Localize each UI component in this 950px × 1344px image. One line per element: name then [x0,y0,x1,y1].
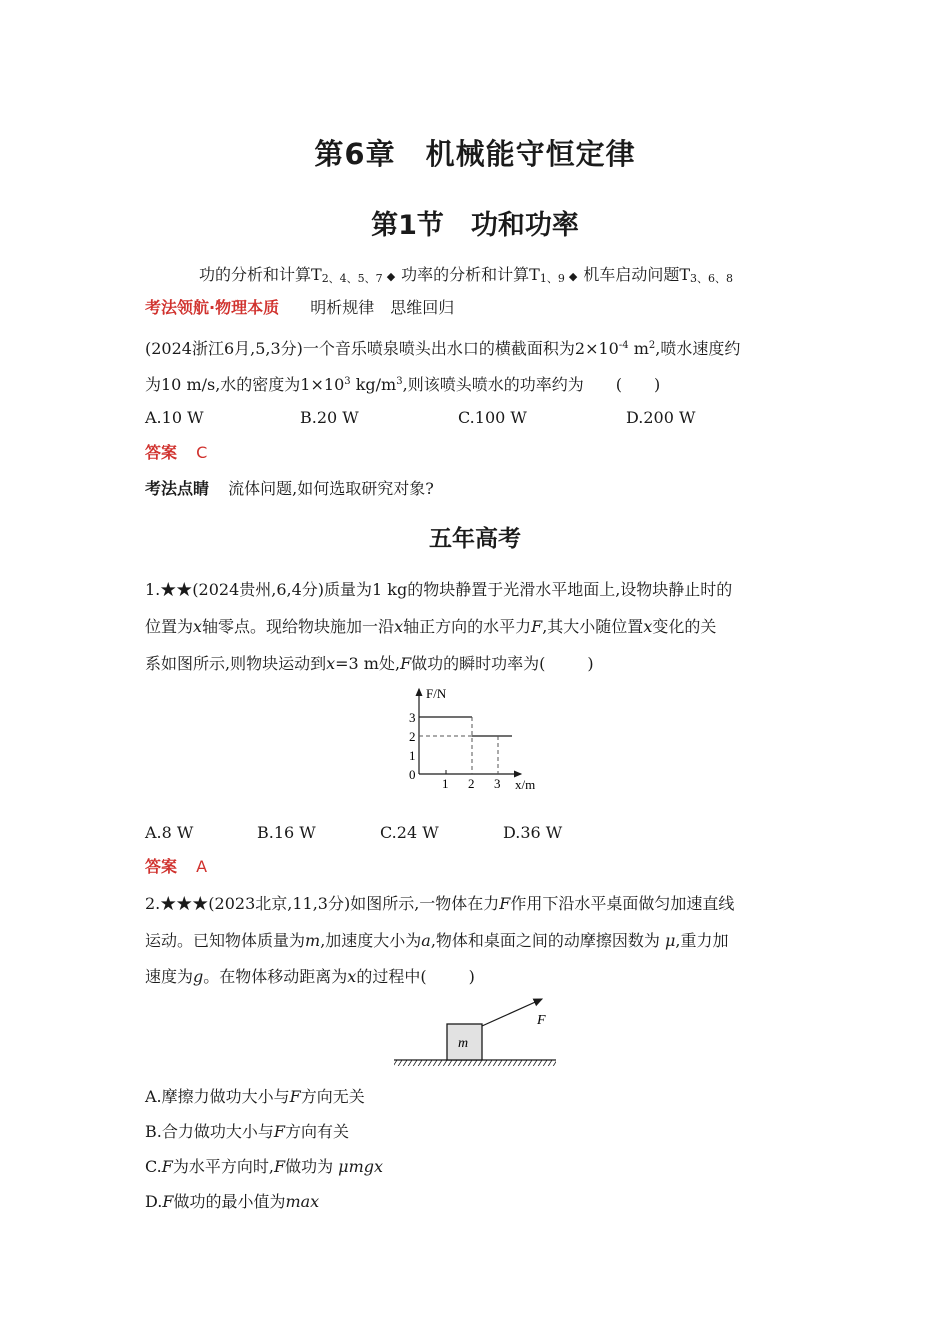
y-axis-label: F/N [426,686,447,701]
topic-label: 机车启动问题 [583,265,680,284]
section-title: 第1节 功和功率 [371,210,579,241]
q2-number: 2. [145,894,161,913]
answer-value: C [196,443,208,462]
topic-question-ids: 1、9 [539,272,565,285]
block-force-figure [392,996,558,1068]
answer-value: A [196,857,208,876]
q2-option-a: A.摩擦力做功大小与F方向无关 [145,1087,365,1106]
difficulty-stars: ★★ [160,580,193,599]
force-position-graph [398,684,548,796]
q2-line: 运动。已知物体质量为m,加速度大小为a,物体和桌面之间的动摩擦因数为 μ,重力加 [145,931,729,950]
guide-heading [145,298,454,318]
q1-number: 1. [145,580,161,599]
guide-label: 考法领航·物理本质 [145,298,280,317]
option-d: D.200 W [626,408,696,427]
y-tick-label: 3 [409,710,416,725]
q2-option-c: C.F为水平方向时,F做功为 μmgx [145,1157,384,1176]
topic-label: 功率的分析和计算 [401,265,530,284]
answer-label: 答案 [145,857,178,876]
origin-label: 0 [409,767,416,782]
topics-line: 功的分析和计算T2、4、5、7 ◆ 功率的分析和计算T1、9 ◆ 机车启动问题T3、6、8 [199,265,733,285]
option-c: C.100 W [458,408,527,427]
q2-option-d: D.F做功的最小值为max [145,1192,320,1211]
q2-line: 2.★★★(2023北京,11,3分)如图所示,一物体在力F作用下沿水平桌面做匀加速直线 [145,894,735,913]
x-tick-label: 1 [442,776,449,791]
q1-option-c: C.24 W [380,823,439,842]
guide-tip [145,479,434,499]
q1-option-b: B.16 W [257,823,316,842]
diamond-icon: ◆ [568,270,578,283]
answer-blank: ( ) [615,375,661,394]
option-b: B.20 W [300,408,359,427]
tip-text: 流体问题,如何选取研究对象? [228,479,434,498]
surface-hatching [394,1060,556,1066]
force-arrow [482,999,542,1026]
q1-option-a: A.8 W [145,823,194,842]
q1-line: 系如图所示,则物块运动到x=3 m处,F做功的瞬时功率为( ) [145,654,594,673]
guide-subtitle: 明析规律 思维回归 [310,298,455,317]
x-tick-label: 2 [468,776,475,791]
q1-option-d: D.36 W [503,823,563,842]
x-tick-label: 3 [494,776,501,791]
guide-question-line: 为10 m/s,水的密度为$1\times 10^3$ $kg/m^3$,则该喷头喷水的功率约为 ( ) [145,375,661,394]
topic-label: 功的分析和计算 [199,265,312,284]
q1-line: 1.★★(2024贵州,6,4分)质量为1 kg的物块静置于光滑水平地面上,设物块静止时的 [145,580,733,599]
difficulty-stars: ★★★ [160,894,209,913]
guide-question-line: (2024浙江6月,5,3分)一个音乐喷泉喷头出水口的横截面积为$2\times 10^{-4}$ $m^2$,喷水速度约 [145,339,741,358]
block-label: m [458,1036,469,1051]
q2-option-b: B.合力做功大小与F方向有关 [145,1122,349,1141]
q1-answer [145,857,207,877]
guide-answer [145,443,207,463]
topic-question-ids: 3、6、8 [690,272,733,285]
tip-label: 考法点睛 [145,479,210,498]
topic-question-ids: 2、4、5、7 [321,272,383,285]
y-tick-label: 2 [409,729,416,744]
force-label: F [537,1013,546,1028]
answer-label: 答案 [145,443,178,462]
x-axis-label: x/m [515,777,536,792]
option-a: A.10 W [145,408,204,427]
five-year-title: 五年高考 [429,526,521,552]
diamond-icon: ◆ [386,270,396,283]
y-tick-label: 1 [409,748,416,763]
q1-line: 位置为x轴零点。现给物块施加一沿x轴正方向的水平力F,其大小随位置x变化的关 [145,617,717,636]
chapter-title: 第6章 机械能守恒定律 [314,137,636,171]
q2-line: 速度为g。在物体移动距离为x的过程中( ) [145,967,475,986]
